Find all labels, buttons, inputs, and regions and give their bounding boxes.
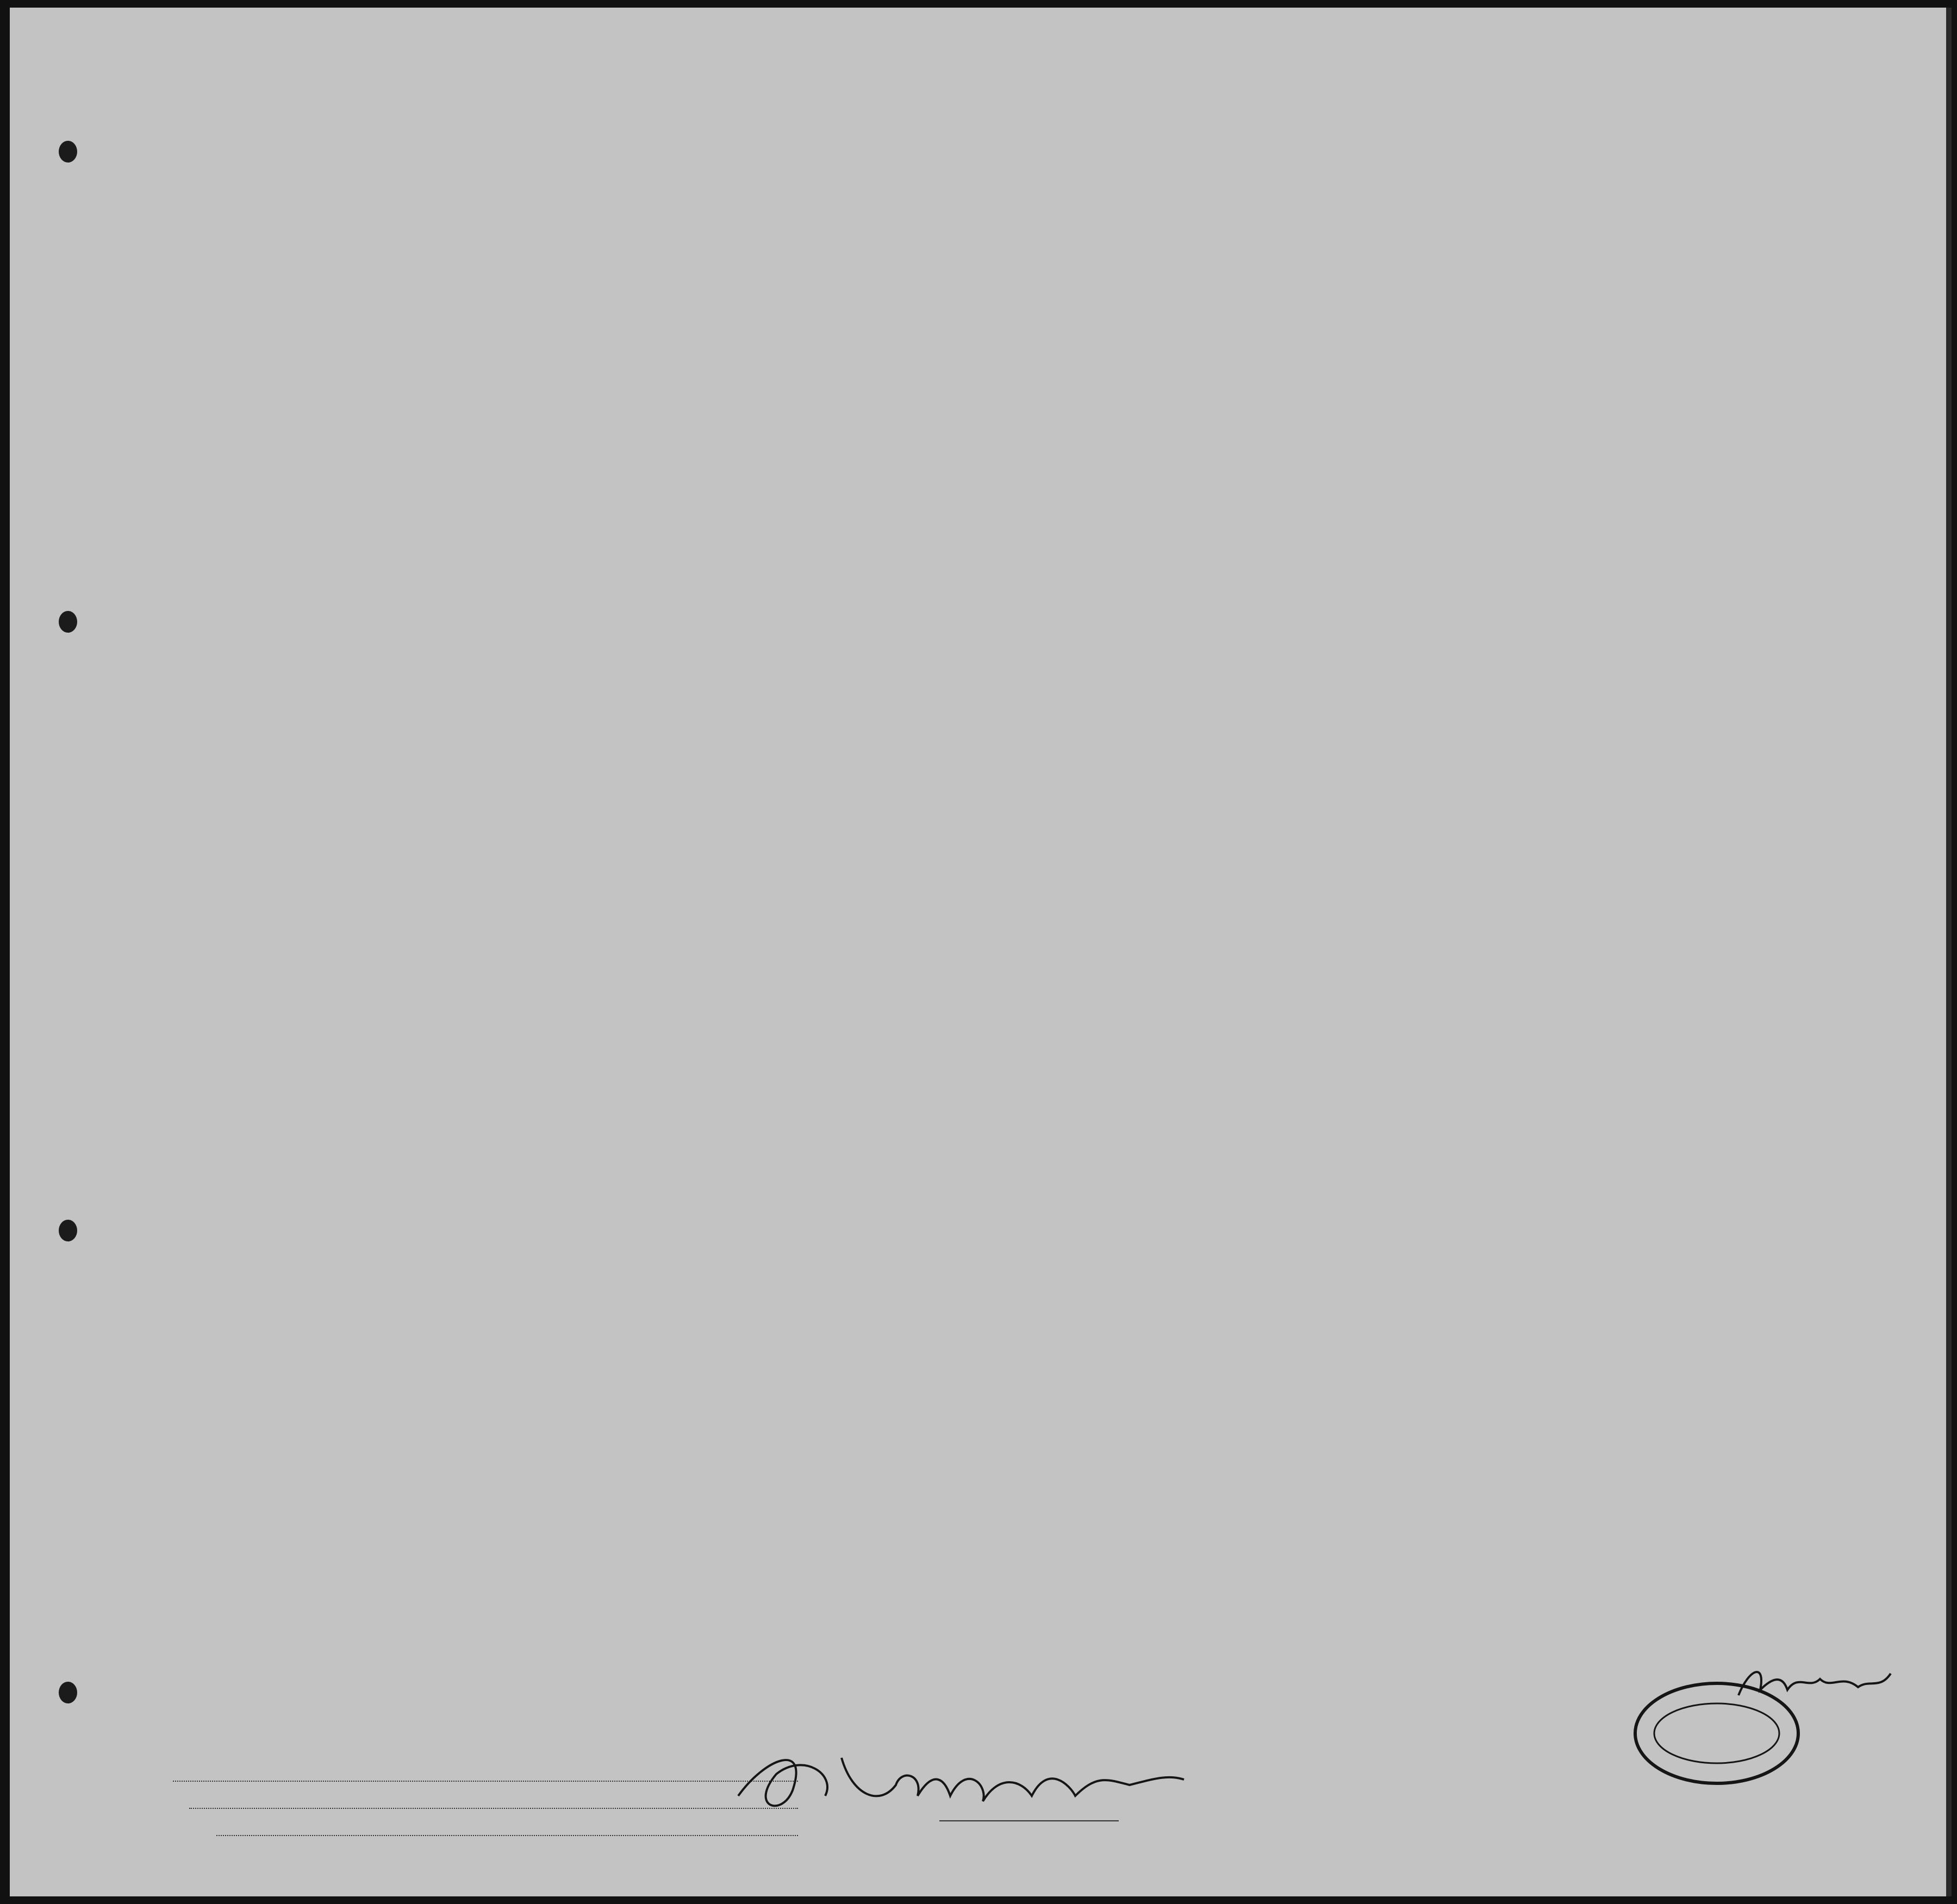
inspector-line bbox=[939, 1820, 1119, 1821]
manifest-sheet bbox=[10, 8, 1952, 1896]
owners-blank bbox=[189, 1808, 798, 1809]
kilgour-signature bbox=[1728, 1657, 1902, 1712]
line-blank bbox=[173, 1781, 798, 1782]
agents-blank bbox=[216, 1835, 798, 1836]
inspector-signature bbox=[716, 1725, 1206, 1828]
handwritten-tick-marks bbox=[10, 8, 1946, 1896]
